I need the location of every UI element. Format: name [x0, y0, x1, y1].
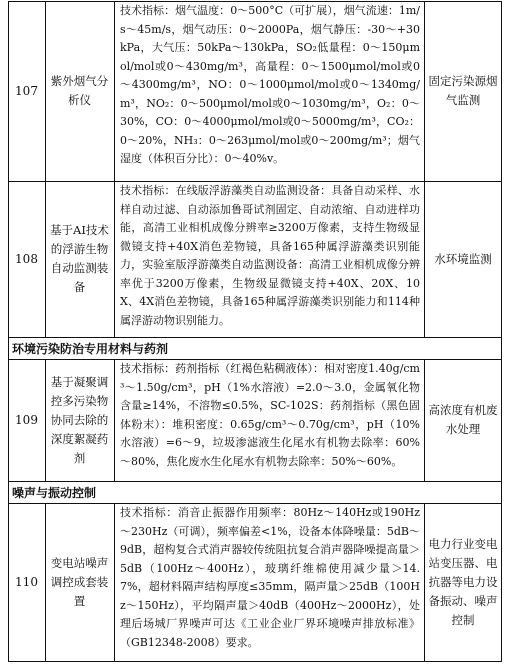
table-border: [8, 481, 502, 482]
table-border: [424, 359, 425, 482]
product-name: 紫外烟气分析仪: [50, 74, 109, 107]
table-border: [45, 1, 46, 338]
table-border: [114, 503, 115, 662]
table-border: [8, 503, 502, 504]
row-number: 108: [15, 252, 38, 266]
table-border: [45, 359, 46, 482]
table-row: [8, 359, 502, 481]
technical-specs: 技术指标：在线版浮游藻类自动监测设备：具备自动采样、水样自动过滤、自动添加鲁哥试剂固定、自动浓缩、自动进样功能，高清工业相机成像分辨率≥3200万像素，支持生物级显微镜支持+40X消色差物镜，具备165种属浮游藻类识别能力，实验室版浮游藻类自动监测设备：高清工业相机成像分辨率优于3200万像素，生物级显微镜支持+40X、20X、10X、4X消色差物镜，具备165种属浮游藻类识别能力和114种属浮游动物识别能力。: [120, 184, 420, 327]
table-border: [501, 1, 502, 662]
product-name: 基于AI技术的浮游生物自动监测装备: [50, 223, 109, 294]
row-number: 107: [15, 84, 38, 98]
table-border: [8, 337, 502, 338]
row-number: 110: [15, 575, 38, 589]
technical-specs: 技术指标：消音止振器作用频率：80Hz～140Hz或190Hz～230Hz（可调），频率偏差<1%，设备本体降噪量：5dB～9dB，超构复合式消声器较传统阻抗复合消声器降噪提高量＞5dB（100Hz～400Hz），玻璃纤维棉使用减少量＞14.7%，超材料隔声结构厚度≤35mm，隔声量＞25dB（100Hz～150Hz），平均隔声量＞40dB（400Hz～2000Hz），处理后场城厂界噪声可达《工业企业厂界环境噪声排放标准》（GB12348-2008）要求。: [120, 506, 420, 649]
technical-specs: 技术指标：药剂指标（红褐色粘稠液体）：相对密度1.40g/cm³～1.50g/cm³，pH（1%水溶液）=2.0～3.0，金属氧化物含量≥14%，不溶物≤0.5%，SC-102S：药剂指标（黑色固体粉末）：堆积密度：0.65g/cm³～0.70g/cm³，pH（10%水溶液）=6～9，垃圾渗滤液生化尾水有机物去除率：60%～80%，焦化废水生化尾水有机物去除率：50%～60%。: [120, 362, 420, 468]
table-border: [8, 661, 502, 662]
technical-specs: 技术指标：烟气温度：0～500°C（可扩展），烟气流速：1m/s～45m/s，烟气动压：0～2000Pa，烟气静压：-30～+30kPa，大气压：50kPa～130kPa，SO₂低量程：0～150μmol/mol或0～430mg/m³，高量程：0～1500μmol/mol或0～4300mg/m³，NO：0～1000μmol/mol或0～1340mg/m³，NO₂：0～500μmol/mol或0～1030mg/m³，O₂：0～30%，CO：0～4000μmol/mol或0～5000mg/m³，CO₂：0～20%，NH₃：0～263μmol/mol或0～200mg/m³；烟气湿度（体积百分比）：0～40%v。: [120, 4, 420, 165]
application-field: 电力行业变电站变压器、电抗器等电力设备振动、噪声控制: [428, 536, 498, 627]
application-field: 水环境监测: [434, 251, 492, 266]
table-border: [8, 359, 502, 360]
table-row: [8, 1, 502, 181]
application-field: 固定污染源烟气监测: [428, 74, 498, 107]
table-border: [8, 1, 502, 2]
section-header: 环境污染防治专用材料与药剂: [12, 341, 169, 356]
section-header: 噪声与振动控制: [12, 485, 97, 500]
table-row: [8, 181, 502, 337]
table-border: [114, 1, 115, 338]
table-border: [424, 503, 425, 662]
table-border: [114, 359, 115, 482]
application-field: 高浓度有机废水处理: [428, 403, 498, 436]
table-border: [424, 1, 425, 338]
table-border: [45, 503, 46, 662]
table-row: [8, 503, 502, 661]
table-border: [8, 1, 9, 662]
table-border: [8, 181, 502, 182]
product-name: 基于凝聚调控多污染物协同去除的深度絮凝药剂: [50, 374, 109, 465]
product-name: 变电站噪声调控成套装置: [50, 555, 109, 608]
row-number: 109: [15, 413, 38, 427]
